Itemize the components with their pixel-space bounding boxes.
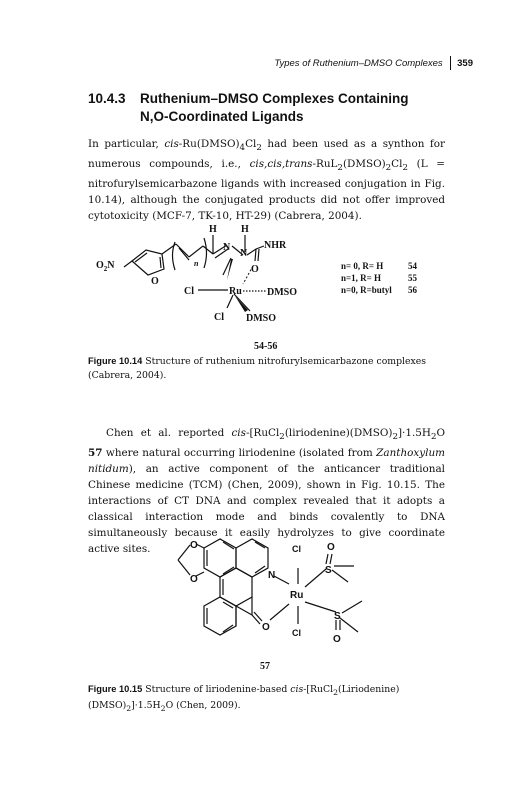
pyridine-n-label: N [268,570,276,581]
furan-oxygen-label: O [151,276,159,287]
dmso-right-label: DMSO [267,287,297,298]
figure-10-14-structure [96,218,426,353]
dmso-bottom-label: DMSO [246,313,276,324]
running-header [274,56,473,70]
section-title-line2: N,O-Coordinated Ligands [140,109,304,124]
h-label-1: H [209,224,217,235]
compound-label-57: 57 [260,661,270,672]
paragraph-2: Chen et al. reported cis-$[RuCl_2(liriodenine)(DMSO)_2]\cdot 1.5H_2O$ 57 where natural occurring liriodenine (isolated from Zanthoxylum nitidum), an active component of the anticancer traditional Chinese medicine (TCM) (Chen, 2009), shown in Fig. 10.15. The interactions of CT DNA and complex revealed that it adopts a classical interaction mode and binds covalently to DNA simultaneously because it easily hydrolyzes to give coordinate active sites. [88,427,445,556]
nitro-group-label: $O_2N$ [96,260,115,273]
n-subscript: n [194,259,199,268]
compound-label-54-56: 54-56 [254,341,278,352]
nhr-label: NHR [264,240,287,251]
header-divider [450,56,452,70]
sulfoxide-o-bottom: O [333,634,341,645]
caption-figure-10-15: Figure 10.15 Structure of liriodenine-based cis-$[RuCl_2(Liriodenine)(DMSO)_2]\cdot 1.5H_2O$ (Chen, 2009). [88,684,400,714]
s-top-label: S [325,565,332,576]
running-title: Types of Ruthenium–DMSO Complexes [274,57,443,69]
table-row-3-id: 56 [408,285,417,295]
table-row-1-id: 54 [408,261,417,271]
substituent-table [341,261,418,295]
cl-bottom-label: Cl [214,312,224,323]
table-row-3-condition: n=0, R=butyl [341,285,392,295]
amide-n-label: N [240,248,248,259]
s-bottom-label: S [334,611,341,622]
page-number: 359 [457,57,473,69]
table-row-2-condition: n=1, R= H [341,273,382,283]
sulfoxide-o-top: O [327,542,335,553]
ru-label: Ru [229,286,242,297]
cl-bottom-label-57: Cl [292,628,301,638]
section-heading [88,90,409,126]
table-row-1-condition: n= 0, R= H [341,261,384,271]
table-row-2-id: 55 [408,273,417,283]
ru-label-57: Ru [290,590,304,601]
dioxole-o-top: O [190,540,198,551]
cl-left-label: Cl [184,286,194,297]
caption-figure-10-14: Figure 10.14 Structure of ruthenium nitrofurylsemicarbazone complexes (Cabrera, 2004). [88,356,427,381]
dioxole-o-bottom: O [190,574,198,585]
caption-label: Figure 10.14 [88,356,143,366]
cl-top-label: Cl [292,544,301,554]
h-label-2: H [241,224,249,235]
section-title-line1: Ruthenium–DMSO Complexes Containing [140,91,409,106]
paragraph-1: In particular, cis-$Ru(DMSO)_4Cl_2$ had been used as a synthon for numerous compounds, i.e., $cis,cis,trans-RuL_2(DMSO)_2Cl_2$ (L = nitrofurylsemicarbazone ligands with increased conjugation in Fig. 10.14), although the conjugated products did not offer improved cytotoxicity (MCF-7, TK-10, HT-29) (Cabrera, 2004). [88,138,445,223]
keto-o-label: O [262,622,270,633]
caption-label-2: Figure 10.15 [88,684,143,694]
carbonyl-o-label: O [251,264,259,275]
figure-10-15-structure [172,532,382,672]
section-number: 10.4.3 [88,91,126,106]
imine-n-label: N [223,242,231,253]
